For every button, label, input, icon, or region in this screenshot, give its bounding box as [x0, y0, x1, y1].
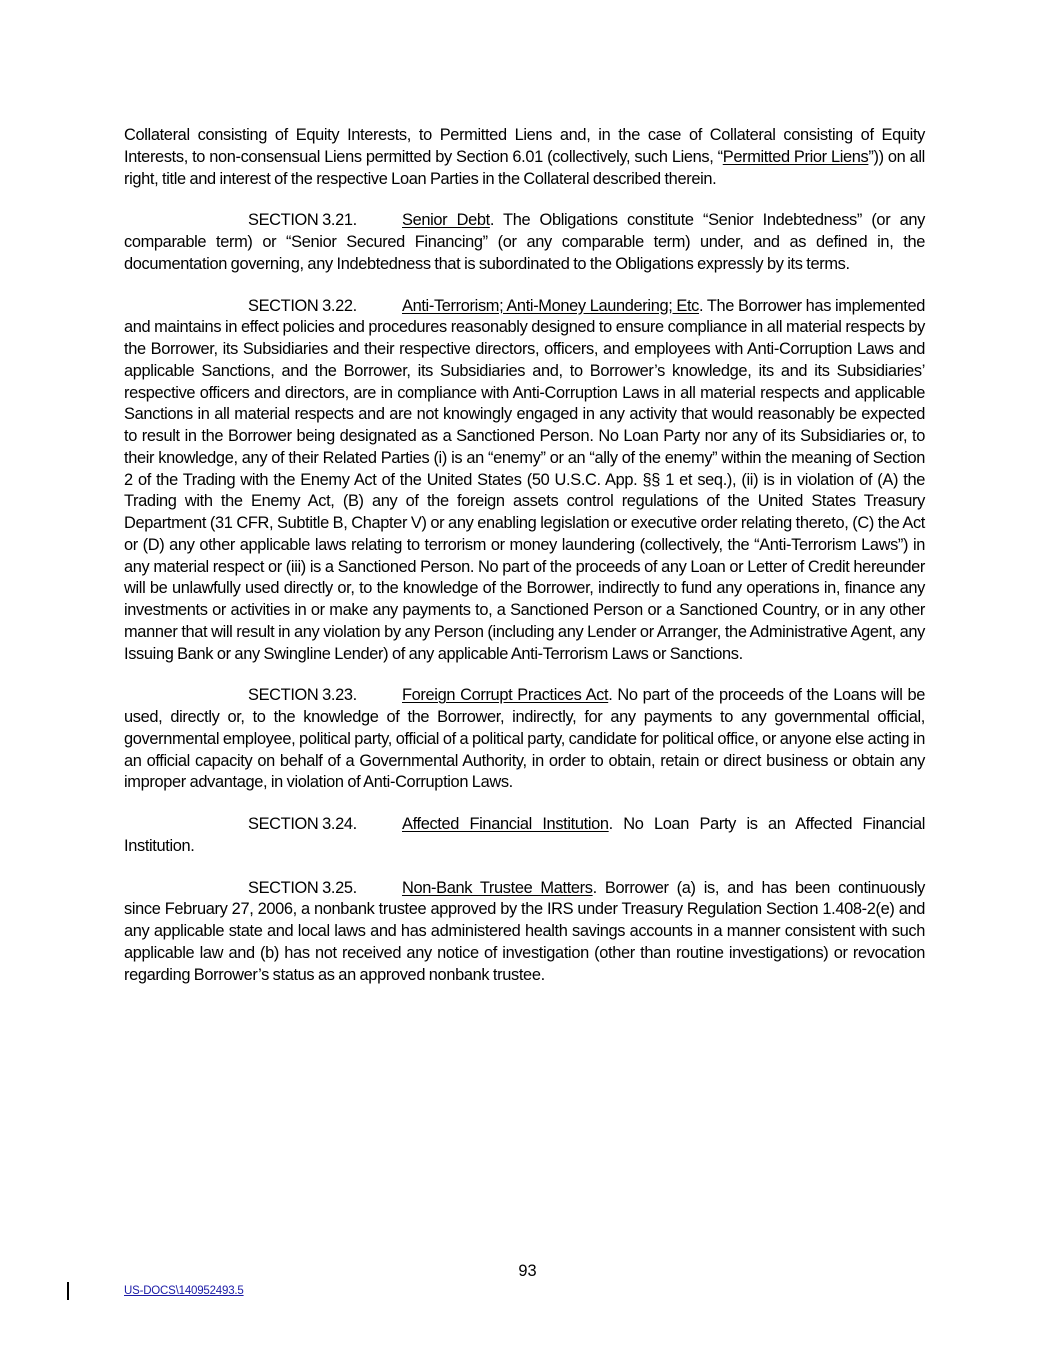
section-number: SECTION 3.24. — [248, 815, 357, 833]
document-id-link[interactable]: US-DOCS\140952493.5 — [124, 1285, 244, 1297]
section-number: SECTION 3.25. — [248, 878, 357, 897]
intro-paragraph — [124, 125, 925, 190]
section-number: SECTION 3.21. — [248, 211, 357, 230]
document-body — [124, 125, 925, 1006]
defined-term-permitted-prior-liens: Permitted Prior Liens — [722, 147, 869, 166]
section-title: Anti-Terrorism; Anti-Money Laundering; Etc — [402, 296, 700, 315]
section-title: Affected Financial Institution — [402, 815, 609, 833]
section-text: . No part of the proceeds of the Loans will be used, directly or, to the knowledge of the Borrower, indirectly, for any payments to any governmental official, governmental employee, political party, official of a political party, candidate for political office, or anyone else acting in an official capacity on behalf of a Governmental Authority, in order to obtain, retain or direct business or obtain any improper advantage, in violation of Anti-Corruption Laws. — [124, 686, 925, 792]
section-3-22 — [124, 296, 925, 666]
section-title: Foreign Corrupt Practices Act — [402, 686, 609, 705]
intro-text-after: ”)) on all right, title and interest of the respective Loan Parties in the Collateral described therein. — [124, 147, 925, 188]
intro-text-before: Collateral consisting of Equity Interests, to Permitted Liens and, in the case of Collateral consisting of Equity Interests, to non-consensual Liens permitted by Section 6.01 (collectively, such Liens, “ — [124, 126, 925, 166]
section-3-24 — [124, 814, 925, 858]
section-3-21 — [124, 210, 925, 275]
section-3-25 — [124, 878, 925, 987]
section-number: SECTION 3.23. — [248, 686, 357, 705]
section-text: . The Obligations constitute “Senior Indebtedness” (or any comparable term) or “Senior Secured Financing” (or any comparable term) under, and as defined in, the documentation governing, any Indebtedness that is subordinated to the Obligations expressly by its terms. — [124, 211, 925, 273]
section-text: . Borrower (a) is, and has been continuously since February 27, 2006, a nonbank trustee approved by the IRS under Treasury Regulation Section 1.408-2(e) and any applicable state and local laws and has administered health savings accounts in a manner consistent with such applicable law and (b) has not received any notice of investigation (other than routine investigations) or revocation regarding Borrower’s status as an approved nonbank trustee. — [124, 878, 925, 984]
section-title: Non-Bank Trustee Matters — [402, 878, 593, 897]
section-3-23 — [124, 685, 925, 794]
section-title: Senior Debt — [402, 211, 490, 230]
section-text: . The Borrower has implemented and maintains in effect policies and procedures reasonably designed to ensure compliance in all material respects by the Borrower, its Subsidiaries and their respective directors, officers, and employees with Anti-Corruption Laws and applicable Sanctions, and the Borrower, its Subsidiaries and, to Borrower’s knowledge, its and its Subsidiaries’ respective officers and directors, are in compliance with Anti-Corruption Laws in all material respects and applicable Sanctions in all material respects and are not knowingly engaged in any activity that would reasonably be expected to result in the Borrower being designated as a Sanctioned Person. No Loan Party nor any of its Subsidiaries or, to their knowledge, any of their Related Parties (i) is an “enemy” or an “ally of the enemy” within the meaning of Section 2 of the Trading with the Enemy Act of the United States (50 U.S.C. App. §§ 1 et seq.), (ii) is in violation of (A) the Trading with the Enemy Act, (B) any of the foreign assets control regulations of the United States Treasury Department (31 CFR, Subtitle B, Chapter V) or any enabling legislation or executive order relating thereto, (C) the Act or (D) any other applicable laws relating to terrorism or money laundering (collectively, the “Anti-Terrorism Laws”) in any material respect or (iii) is a Sanctioned Person. No part of the proceeds of any Loan or Letter of Credit hereunder will be unlawfully used directly or, to the knowledge of the Borrower, indirectly to fund any operations in, finance any investments or activities in or make any payments to, a Sanctioned Person or a Sanctioned Country, or in any other manner that will result in any violation by any Person (including any Lender or Arranger, the Administrative Agent, any Issuing Bank or any Swingline Lender) of any applicable Anti-Terrorism Laws or Sanctions. — [124, 296, 925, 663]
revision-change-bar — [67, 1282, 69, 1300]
section-number: SECTION 3.22. — [248, 296, 357, 315]
section-text: . No Loan Party is an Affected Financial Institution. — [124, 815, 926, 855]
page-number: 93 — [518, 1262, 537, 1280]
